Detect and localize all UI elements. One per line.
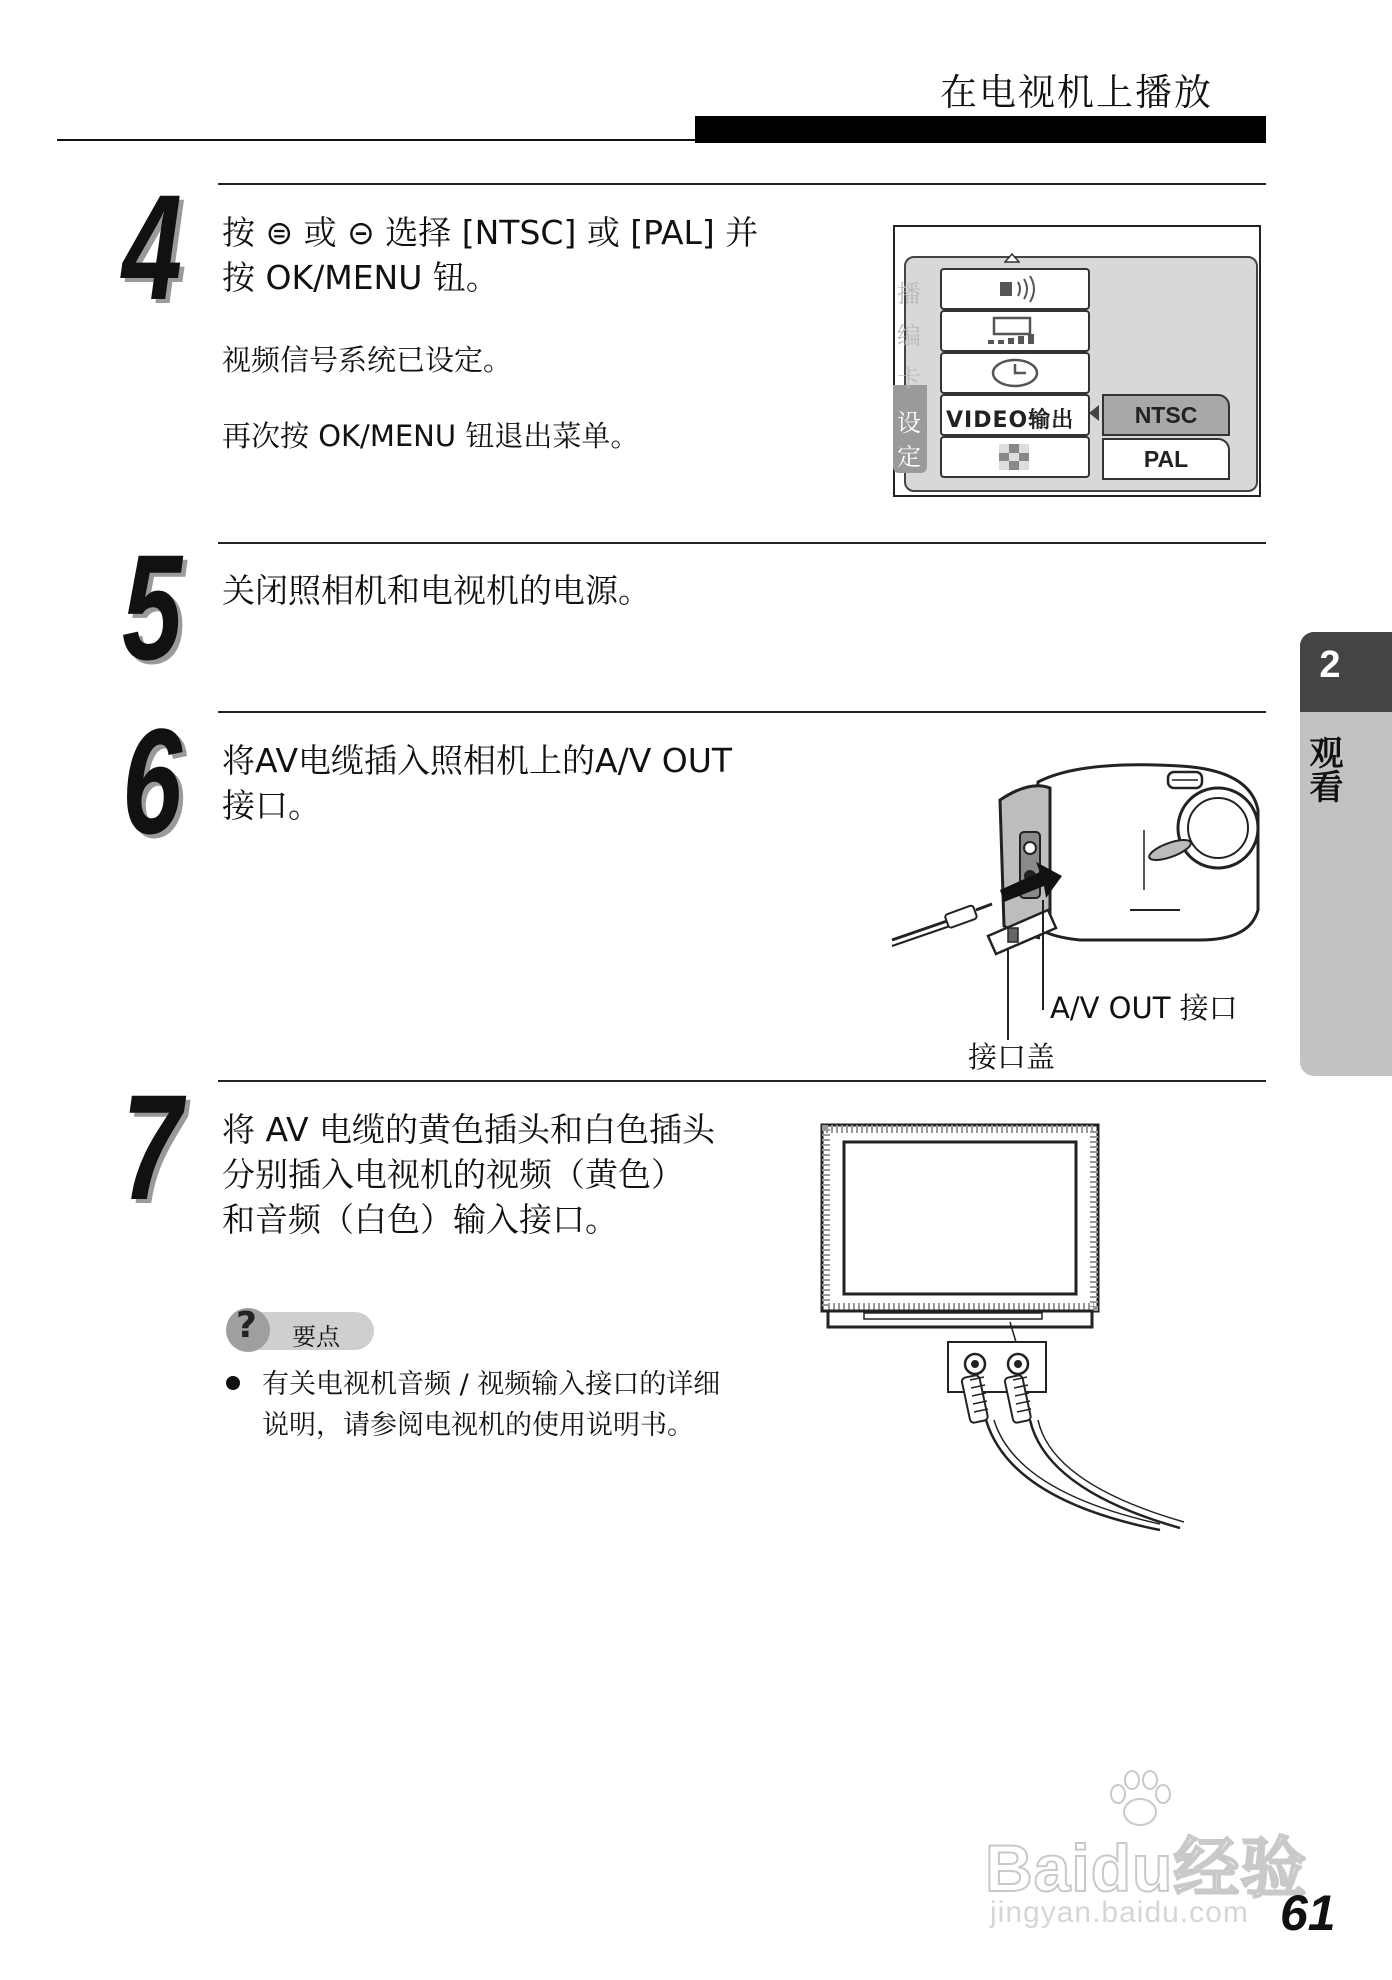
step-6-number: 6 [122,697,183,865]
page-number: 61 [1280,1885,1336,1941]
step-5-number: 5 [122,523,183,691]
menu-item-pattern [940,436,1090,478]
step-7-line-2: 分别插入电视机的视频（黄色） [222,1155,684,1194]
step-6-rule [218,711,1266,713]
option-pal[interactable]: PAL [1102,438,1230,480]
step-4-sub-2: 再次按 OK/MENU 钮退出菜单。 [222,419,640,453]
tip-bullet [226,1376,240,1390]
step-5-line-1: 关闭照相机和电视机的电源。 [222,571,651,610]
tv-illustration [820,1120,1220,1540]
tip-line-1: 有关电视机音频 / 视频输入接口的详细 [262,1369,721,1400]
header-bar [695,116,1266,143]
menu-item-clock [940,352,1090,394]
menu-selector-arrow-icon [1088,404,1100,422]
watermark-url: jingyan.baidu.com [990,1896,1249,1929]
step-4-rule [218,183,1266,185]
sound-icon [942,270,1088,308]
menu-tab-play: 播 [897,280,921,308]
menu-tab-setup-2: 定 [897,443,921,471]
option-ntsc[interactable]: NTSC [1102,394,1230,436]
page-header-title: 在电视机上播放 [940,71,1213,114]
menu-item-frame [940,310,1090,352]
callout-av-out: A/V OUT 接口 [1050,991,1238,1025]
step-6-line-2: 接口。 [222,786,321,825]
step-6-line-1: 将AV电缆插入照相机上的A/V OUT [222,741,733,780]
menu-up-arrow-icon [1004,253,1020,263]
step-7-line-1: 将 AV 电缆的黄色插头和白色插头 [222,1110,716,1149]
clock-icon [942,354,1088,392]
step-7-rule [218,1080,1266,1082]
step-4-line-1: 按 ⊜ 或 ⊝ 选择 [NTSC] 或 [PAL] 并 [222,213,759,252]
watermark-brand: Baidu经验 [985,1831,1308,1905]
step-7-line-3: 和音频（白色）输入接口。 [222,1200,618,1239]
header-rule [57,139,697,141]
menu-item-sound [940,268,1090,310]
tip-line-2: 说明，请参阅电视机的使用说明书。 [262,1410,694,1441]
step-7-number: 7 [122,1063,183,1231]
tip-label: 要点 [292,1323,340,1351]
menu-video-out-label: VIDEO输出 [946,408,1075,433]
paw-icon [1100,1768,1180,1832]
chapter-number: 2 [1319,644,1341,686]
callout-cover: 接口盖 [968,1040,1056,1074]
menu-tab-setup-1: 设 [897,409,921,437]
step-4-sub-1: 视频信号系统已设定。 [222,343,513,377]
pattern-icon [942,438,1088,476]
menu-tab-card: 卡 [897,364,921,392]
question-icon: ? [236,1305,257,1346]
menu-tab-edit: 编 [897,322,921,350]
step-5-rule [218,542,1266,544]
step-4-number: 4 [122,163,183,331]
step-4-line-2: 按 OK/MENU 钮。 [222,258,499,297]
frame-icon [942,312,1088,350]
chapter-label: 观看 [1303,735,1343,803]
